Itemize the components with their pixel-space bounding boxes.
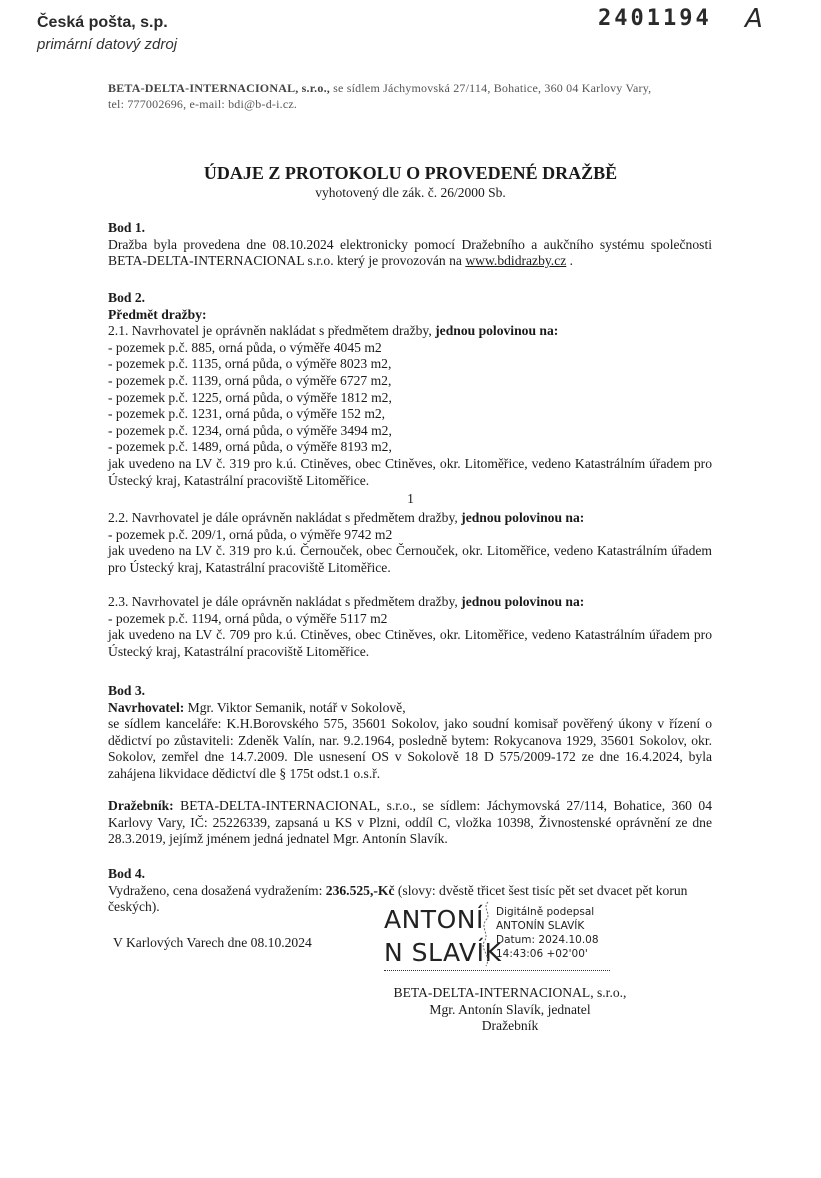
subsection-2-1 bbox=[108, 323, 712, 489]
postal-stamp-organization: Česká pošta, s.p. bbox=[37, 14, 168, 31]
parcel-item: - pozemek p.č. 1489, orná půda, o výměře 8193 m2, bbox=[108, 439, 392, 455]
intro-bold: jednou polovinou na: bbox=[435, 323, 559, 339]
parcel-item: - pozemek p.č. 1135, orná půda, o výměře 8023 m2, bbox=[108, 356, 392, 372]
section-heading: Bod 4. bbox=[108, 866, 146, 881]
letterhead-company: BETA-DELTA-INTERNACIONAL, s.r.o., bbox=[108, 81, 330, 95]
signer-person: Mgr. Antonín Slavík, jednatel bbox=[429, 1001, 591, 1017]
auctioneer-text bbox=[108, 798, 712, 848]
subsection-intro bbox=[108, 510, 712, 527]
subsection-2-3 bbox=[108, 594, 712, 660]
subsection-intro bbox=[108, 323, 712, 340]
price-text-end: (slovy: dvěstě třicet šest tisíc pět set dvacet pět korun českých). bbox=[108, 882, 688, 915]
parcel-item: - pozemek p.č. 1194, orná půda, o výměře 5117 m2 bbox=[108, 610, 388, 626]
signature-line bbox=[384, 970, 610, 971]
auction-website-link[interactable]: www.bdidrazby.cz bbox=[465, 253, 567, 269]
document-title: ÚDAJE Z PROTOKOLU O PROVEDENÉ DRAŽBĚ bbox=[203, 163, 618, 183]
auctioneer-label: Dražebník: bbox=[108, 798, 174, 813]
intro-text: 2.1. Navrhovatel je oprávněn nakládat s předmětem dražby, bbox=[108, 323, 436, 339]
section-text bbox=[108, 237, 712, 270]
section-bod-2 bbox=[108, 290, 712, 489]
signature-scribble-icon bbox=[476, 900, 498, 970]
signature-info-line: Datum: 2024.10.08 bbox=[496, 934, 599, 946]
parcel-item: - pozemek p.č. 1139, orná půda, o výměře 6727 m2, bbox=[108, 372, 392, 388]
parcel-item: - pozemek p.č. 885, orná půda, o výměře 4045 m2 bbox=[108, 339, 382, 355]
parcel-item: - pozemek p.č. 1231, orná půda, o výměře 152 m2, bbox=[108, 406, 386, 422]
digital-signature-info bbox=[496, 905, 599, 961]
bod1-text: Dražba byla provedena dne 08.10.2024 elektronicky pomocí Dražebního a aukčního systému společnosti BETA-DELTA-INTERNACIONAL s.r.o. který je provozován na bbox=[108, 236, 712, 269]
section-bod-3 bbox=[108, 683, 712, 783]
parcel-item: - pozemek p.č. 1234, orná půda, o výměře 3494 m2, bbox=[108, 422, 392, 438]
proposer-label: Navrhovatel: bbox=[108, 699, 185, 715]
document-number-suffix: A bbox=[745, 4, 763, 34]
subsection-2-2 bbox=[108, 510, 712, 576]
proposer-line bbox=[108, 700, 712, 717]
signer-role: Dražebník bbox=[481, 1018, 539, 1034]
bod1-text-end: . bbox=[566, 253, 574, 269]
signature-info-line: Digitálně podepsal bbox=[496, 906, 595, 918]
signature-name-line-2: N SLAVÍK bbox=[384, 938, 502, 967]
parcel-item: - pozemek p.č. 1225, orná půda, o výměře 1812 m2, bbox=[108, 389, 392, 405]
section-heading: Bod 2. bbox=[108, 290, 146, 305]
subsection-intro bbox=[108, 594, 712, 611]
price-text-start: Vydraženo, cena dosažená vydražením: bbox=[108, 882, 326, 898]
letterhead bbox=[108, 80, 713, 112]
registry-text: jak uvedeno na LV č. 319 pro k.ú. Černouček, obec Černouček, okr. Litoměřice, vedeno Katastrálním úřadem pro Ústecký kraj, Katastrální pracoviště Litoměřice. bbox=[108, 543, 712, 575]
document-number: 2401194 bbox=[598, 6, 712, 31]
document-subtitle: vyhotovený dle zák. č. 26/2000 Sb. bbox=[315, 185, 506, 200]
section-heading: Bod 3. bbox=[108, 683, 146, 698]
registry-text: jak uvedeno na LV č. 319 pro k.ú. Ctiněves, obec Ctiněves, okr. Litoměřice, vedeno Katastrálním úřadem pro Ústecký kraj, Katastrální pracoviště Litoměřice. bbox=[108, 455, 712, 488]
auctioneer-block bbox=[108, 798, 712, 848]
section-subheading: Předmět dražby: bbox=[108, 306, 207, 322]
letterhead-contact: tel: 777002696, e-mail: bdi@b-d-i.cz. bbox=[108, 97, 298, 111]
signature-name-line-1: ANTONÍ bbox=[384, 905, 484, 934]
signature-info-line: ANTONÍN SLAVÍK bbox=[496, 920, 585, 932]
parcel-item: - pozemek p.č. 209/1, orná půda, o výměře 9742 m2 bbox=[108, 526, 393, 542]
intro-text: 2.3. Navrhovatel je dále oprávněn nakládat s předmětem dražby, bbox=[108, 594, 462, 609]
place-and-date: V Karlových Varech dne 08.10.2024 bbox=[113, 935, 312, 950]
proposer-name: Mgr. Viktor Semanik, notář v Sokolově, bbox=[184, 699, 406, 715]
signature-info-line: 14:43:06 +02'00' bbox=[496, 948, 588, 960]
intro-text: 2.2. Navrhovatel je dále oprávněn nakládat s předmětem dražby, bbox=[108, 510, 462, 525]
auction-price: 236.525,-Kč bbox=[325, 882, 395, 898]
auctioneer-details: BETA-DELTA-INTERNACIONAL, s.r.o., se sídlem: Jáchymovská 27/114, Bohatice, 360 04 Karlovy Vary, IČ: 25226339, zapsaná u KS v Plzni, oddíl C, vložka 10398, Živnostenské oprávnění ze dne 28.3.2019, jejímž jménem jedná jednatel Mgr. Antonín Slavík. bbox=[108, 798, 712, 847]
intro-bold: jednou polovinou na: bbox=[461, 510, 585, 525]
letterhead-address: se sídlem Jáchymovská 27/114, Bohatice, 360 04 Karlovy Vary, bbox=[329, 81, 652, 95]
postal-stamp-source: primární datový zdroj bbox=[37, 36, 178, 53]
registry-text: jak uvedeno na LV č. 709 pro k.ú. Ctiněves, obec Ctiněves, okr. Litoměřice, vedeno Katastrálním úřadem pro Ústecký kraj, Katastrální pracoviště Litoměřice. bbox=[108, 627, 712, 659]
section-heading: Bod 1. bbox=[108, 220, 146, 235]
signer-block bbox=[360, 985, 660, 1035]
signer-company: BETA-DELTA-INTERNACIONAL, s.r.o., bbox=[393, 985, 627, 1000]
intro-bold: jednou polovinou na: bbox=[461, 594, 585, 609]
page-number: 1 bbox=[407, 491, 414, 506]
section-bod-1 bbox=[108, 220, 712, 270]
proposer-details: se sídlem kanceláře: K.H.Borovského 575, 35601 Sokolov, jako soudní komisař pověřený úkony v řízení o dědictví po zůstaviteli: Zdeněk Valín, nar. 9.2.1964, posledně bytem: Rokycanova 1929, 35601 Sokolov, okr. Sokolov, zemřel dne 14.7.2009. Dle usnesení OS v Sokolově 18 D 575/2009-172 ze dne 16.4.2024, byla zahájena likvidace dědictví dle § 175t odst.1 o.s.ř. bbox=[108, 716, 712, 781]
